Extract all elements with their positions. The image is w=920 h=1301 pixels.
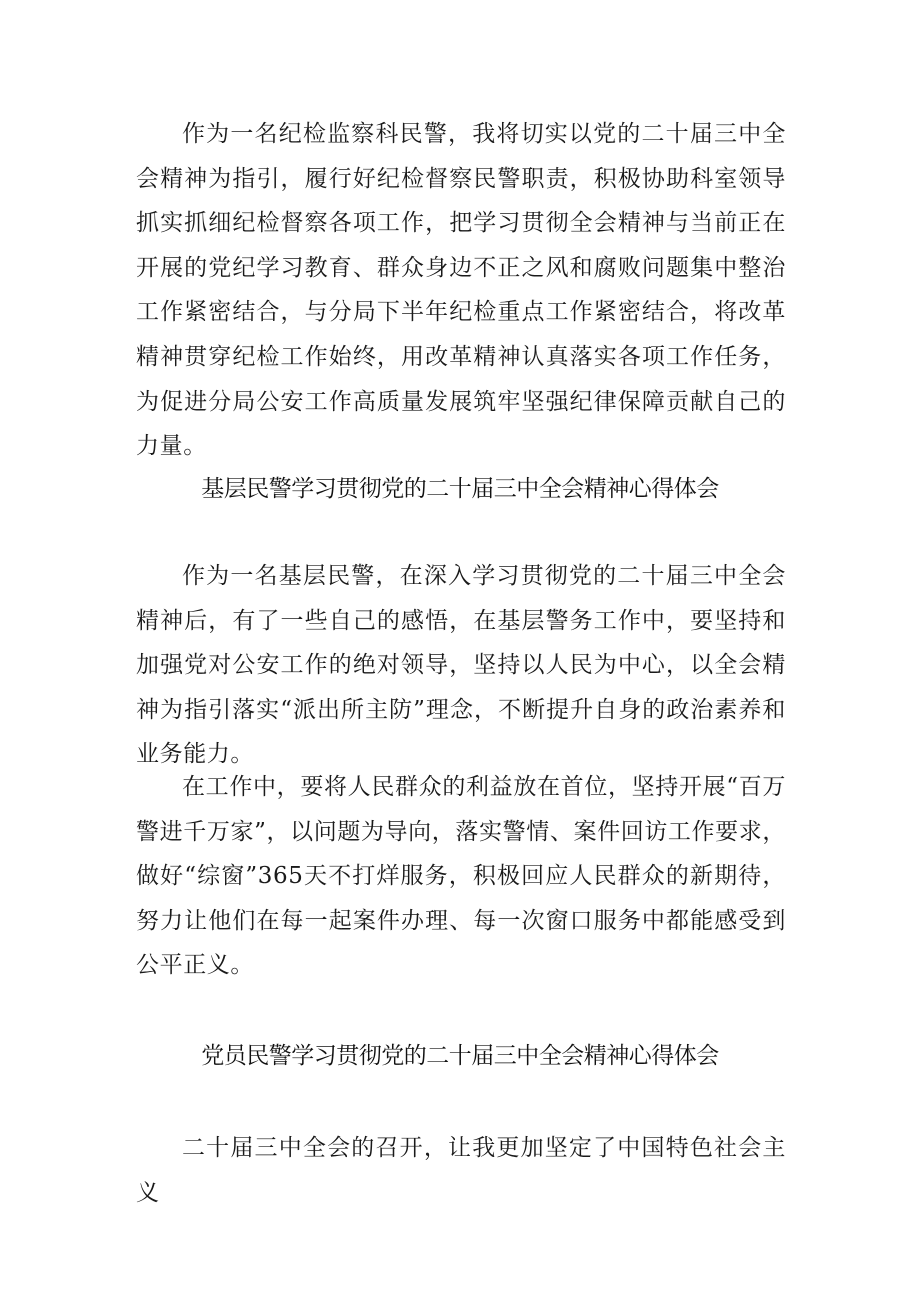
body-paragraph: 二十届三中全会的召开，让我更加坚定了中国特色社会主义 — [136, 1135, 786, 1206]
body-paragraph: 作为一名基层民警，在深入学习贯彻党的二十届三中全会精神后，有了一些自己的感悟，在基层警务工作中，要坚持和加强党对公安工作的绝对领导，坚持以人民为中心，以全会精神为指引落实“派出所主防”理念，不断提升自身的政治素养和业务能力。 — [136, 563, 786, 768]
section-heading: 党员民警学习贯彻党的二十届三中全会精神心得体会 — [201, 1043, 719, 1069]
body-paragraph: 作为一名纪检监察科民警，我将切实以党的二十届三中全会精神为指引，履行好纪检督察民警职责，积极协助科室领导抓实抓细纪检督察各项工作，把学习贯彻全会精神与当前正在开展的党纪学习教育、群众身边不正之风和腐败问题集中整治工作紧密结合，与分局下半年纪检重点工作紧密结合，将改革精神贯穿纪检工作始终，用改革精神认真落实各项工作任务，为促进分局公安工作高质量发展筑牢坚强纪律保障贡献自己的力量。 — [136, 121, 786, 460]
body-paragraph: 在工作中，要将人民群众的利益放在首位，坚持开展“百万警进千万家”，以问题为导向，落实警情、案件回访工作要求，做好“综窗”365天不打烊服务，积极回应人民群众的新期待，努力让他们在每一起案件办理、每一次窗口服务中都能感受到公平正义。 — [136, 774, 786, 979]
section-heading: 基层民警学习贯彻党的二十届三中全会精神心得体会 — [201, 476, 719, 502]
